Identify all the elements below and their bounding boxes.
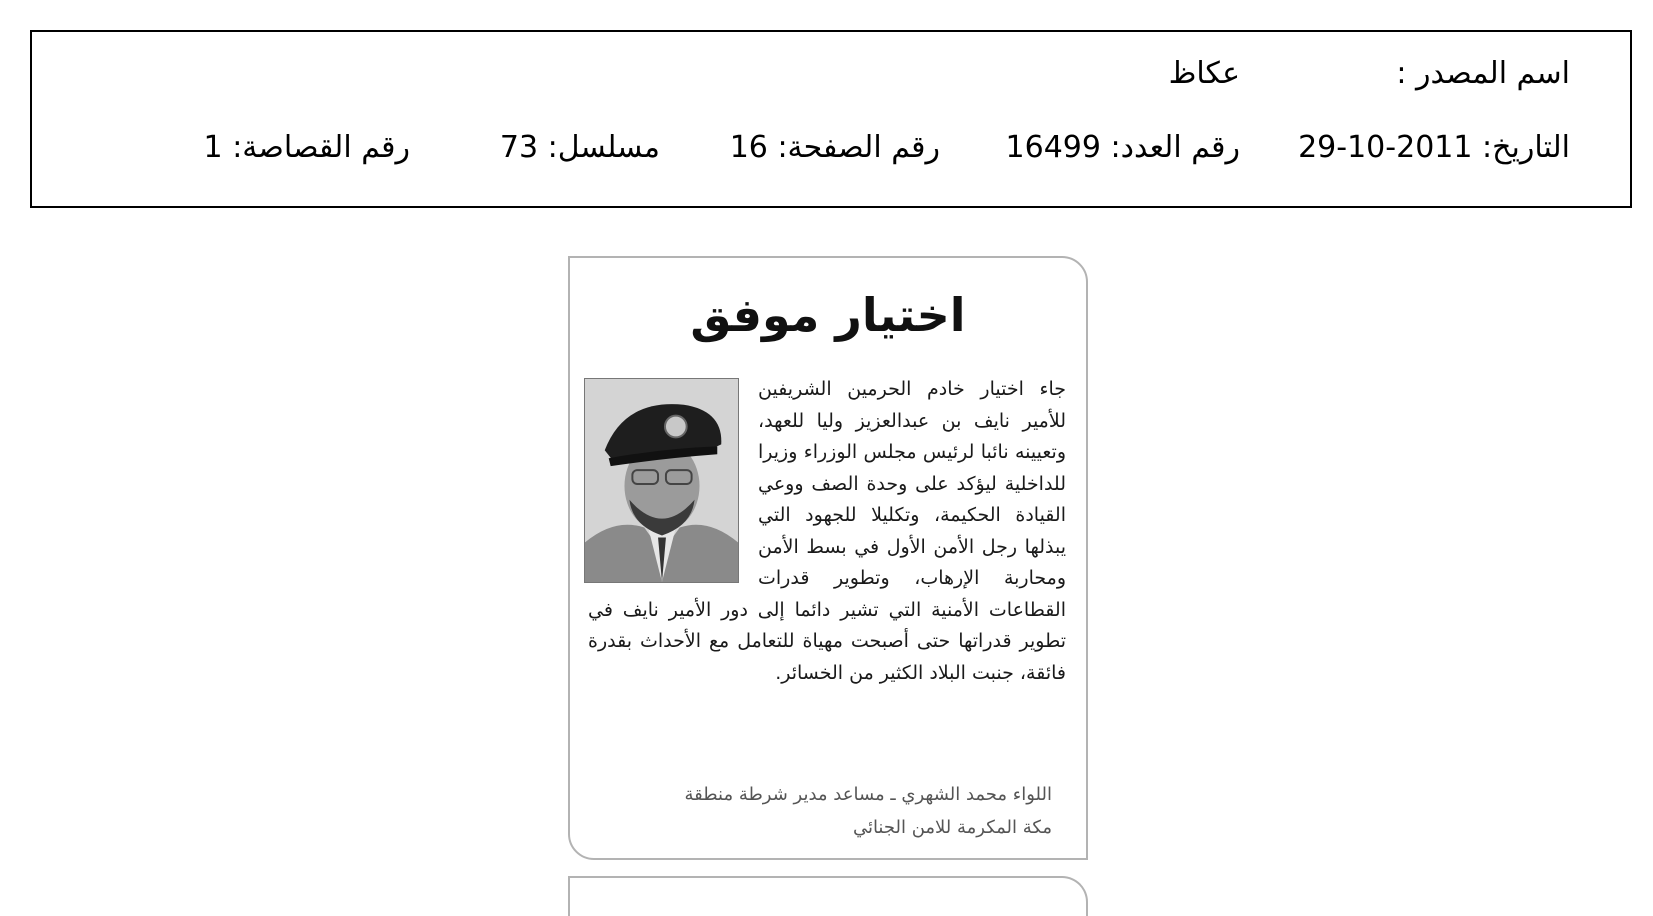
byline-line-1: اللواء محمد الشهري ـ مساعد مدير شرطة منطقة — [684, 784, 1052, 805]
page-field — [730, 128, 940, 168]
article-body-text: جاء اختيار خادم الحرمين الشريفين للأمير نايف بن عبدالعزيز وليا للعهد، وتعيينه نائبا لرئيس مجلس الوزراء وزيرا للداخلية ليؤكد على وحدة الصف ووعي القيادة الحكيمة، وتكليلا للجهود التي يبذلها رجل الأمن الأول في بسط الأمن ومحاربة الإرهاب، وتطوير قدرات القطاعات الأمنية التي تشير دائما إلى دور الأمير نايف في تطوير قدراتها حتى أصبحت مهياة للتعامل مع الأحداث بقدرة فائقة، جنبت البلاد الكثير من الخسائر. — [588, 378, 1066, 684]
photo-wrap-spacer — [588, 374, 758, 592]
date-field — [1298, 128, 1570, 168]
clip-number-value: 1 — [203, 130, 223, 165]
next-clipping-edge — [568, 876, 1088, 916]
article-byline — [592, 778, 1052, 844]
byline-line-2: مكة المكرمة للامن الجنائي — [852, 817, 1052, 838]
serial-field — [500, 128, 660, 168]
serial-label: مسلسل: — [547, 130, 660, 165]
page-value: 16 — [729, 130, 768, 165]
issue-field — [1006, 128, 1240, 168]
metadata-row-details — [32, 128, 1630, 168]
source-value: عكاظ — [1168, 56, 1240, 91]
metadata-row-source — [32, 54, 1630, 94]
serial-value: 73 — [499, 130, 539, 165]
date-label: التاريخ: — [1482, 130, 1570, 165]
date-value: 2011-10-29 — [1298, 130, 1473, 165]
source-label: اسم المصدر : — [1396, 56, 1570, 91]
clipping-metadata-box — [30, 30, 1632, 208]
clip-number-field — [204, 128, 410, 168]
issue-label: رقم العدد: — [1110, 130, 1240, 165]
clip-number-label: رقم القصاصة: — [232, 130, 410, 165]
article-body — [588, 374, 1066, 689]
newspaper-clipping — [568, 256, 1088, 860]
article-headline: اختيار موفق — [690, 288, 966, 342]
issue-value: 16499 — [1005, 130, 1101, 165]
page-label: رقم الصفحة: — [777, 130, 940, 165]
